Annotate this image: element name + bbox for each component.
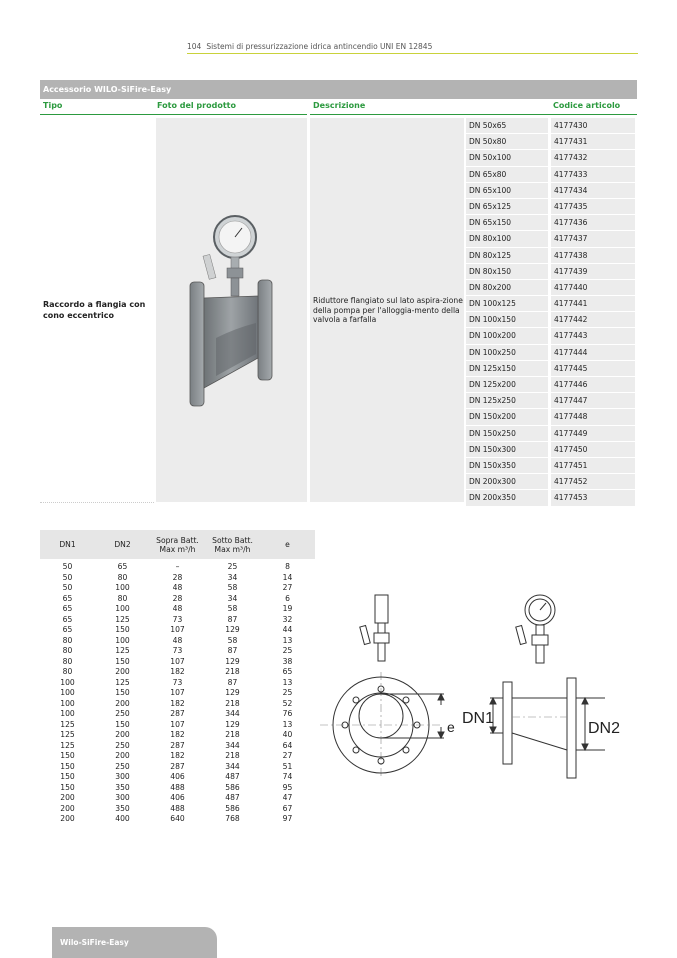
flow-dn1-cell: 125: [60, 730, 75, 739]
flow-sotto-cell: 58: [227, 604, 238, 613]
variant-row: [466, 409, 637, 425]
variant-code: 4177449: [551, 426, 635, 442]
flow-e-cell: 44: [282, 625, 293, 634]
flow-header-dn2: DN2: [114, 540, 131, 549]
flow-sotto-cell: 87: [227, 614, 238, 624]
flow-sotto-cell: 34: [227, 593, 238, 603]
variant-code: 4177452: [551, 474, 635, 490]
flow-dn1-cell: 65: [62, 625, 73, 634]
flow-dn2-cell: 80: [117, 572, 128, 582]
flange-front-view: [320, 672, 444, 778]
variant-code: 4177434: [551, 183, 635, 199]
flow-table-row: [40, 741, 315, 752]
flow-dn1-cell: 125: [60, 740, 75, 750]
flow-sotto-cell: 87: [227, 646, 238, 655]
flow-table-row: [40, 594, 315, 605]
flow-e-cell: 19: [282, 604, 293, 613]
variant-dn: DN 80x150: [466, 264, 548, 280]
variant-code: 4177447: [551, 393, 635, 409]
flow-e-cell: 95: [282, 782, 293, 792]
variant-row: [466, 345, 637, 361]
flow-dn2-cell: 150: [115, 625, 130, 634]
variant-dn: DN 125x200: [466, 377, 548, 393]
flow-sopra-cell: 488: [170, 803, 185, 813]
column-header-descrizione: Descrizione: [310, 101, 550, 115]
label-e: e: [447, 719, 455, 735]
flow-header-sotto-unit: Max m³/h: [214, 544, 251, 554]
header-title: Sistemi di pressurizzazione idrica antincendio UNI EN 12845: [206, 42, 433, 51]
flow-e-cell: 25: [282, 688, 293, 697]
flow-table-row: [40, 615, 315, 626]
variant-dn: DN 100x125: [466, 296, 548, 312]
gauge-icon: [516, 595, 555, 663]
flow-sopra-cell: 640: [170, 814, 185, 823]
flow-dn2-cell: 250: [115, 709, 130, 718]
variant-code: 4177433: [551, 167, 635, 183]
flow-table-row: [40, 793, 315, 804]
flow-e-cell: 40: [282, 730, 293, 739]
flow-sotto-cell: 344: [225, 709, 240, 718]
flow-sopra-cell: 107: [170, 625, 185, 634]
flow-sopra-cell: 488: [170, 782, 185, 792]
variant-dn: DN 65x150: [466, 215, 548, 231]
variant-dn: DN 80x200: [466, 280, 548, 296]
flow-table-row: [40, 772, 315, 783]
column-header-tipo: Tipo: [40, 101, 154, 115]
flow-sopra-cell: 48: [172, 604, 183, 613]
variant-row: [466, 426, 637, 442]
product-type: Raccordo a flangia con cono eccentrico: [43, 300, 146, 320]
eccentric-reducer-illustration: [156, 118, 307, 502]
flow-dn2-cell: 80: [117, 593, 128, 603]
flow-dn1-cell: 50: [62, 572, 73, 582]
flow-dn2-cell: 100: [115, 635, 130, 645]
flow-sopra-cell: 73: [172, 646, 183, 655]
flow-dn1-cell: 100: [60, 709, 75, 718]
variant-dn: DN 100x200: [466, 328, 548, 344]
flow-dn2-cell: 200: [115, 698, 130, 708]
flow-dn2-cell: 150: [115, 719, 130, 729]
flow-table-row: [40, 814, 315, 825]
variant-row: [466, 490, 637, 506]
variant-code: 4177432: [551, 150, 635, 166]
flow-sopra-cell: 107: [170, 688, 185, 697]
flow-header-sotto: [205, 530, 260, 559]
flow-table-row: [40, 625, 315, 636]
flow-dn1-cell: 80: [62, 646, 73, 655]
flow-sotto-cell: 586: [225, 782, 240, 792]
flow-e-cell: 38: [282, 656, 293, 666]
flow-e-cell: 32: [282, 614, 293, 624]
variant-dn: DN 65x80: [466, 167, 548, 183]
variant-row: [466, 442, 637, 458]
flow-dn2-cell: 200: [115, 751, 130, 760]
variant-code: 4177430: [551, 118, 635, 134]
flow-dn2-cell: 350: [115, 803, 130, 813]
flow-e-cell: 27: [282, 751, 293, 760]
variant-code: 4177453: [551, 490, 635, 506]
variant-code: 4177445: [551, 361, 635, 377]
flow-sotto-cell: 218: [225, 698, 240, 708]
flow-table-row: [40, 583, 315, 594]
flow-dn1-cell: 50: [62, 583, 73, 592]
flow-sotto-cell: 129: [225, 625, 240, 634]
flow-e-cell: 13: [282, 635, 293, 645]
variant-row: [466, 167, 637, 183]
flow-dn2-cell: 300: [115, 793, 130, 802]
flow-e-cell: 64: [282, 740, 293, 750]
flow-sopra-cell: 406: [170, 772, 185, 781]
flow-dn1-cell: 50: [62, 562, 73, 571]
product-description: Riduttore flangiato sul lato aspira-zione della pompa per l'alloggia-mento della valvola a farfalla: [313, 296, 463, 324]
flow-table-row: [40, 573, 315, 584]
flow-header-dn1: DN1: [59, 540, 76, 549]
flow-sotto-cell: 487: [225, 793, 240, 802]
flow-dn2-cell: 150: [115, 688, 130, 697]
flow-sotto-cell: 768: [225, 814, 240, 823]
flow-dn2-cell: 400: [115, 814, 130, 823]
flow-e-cell: 76: [282, 709, 293, 718]
flow-dn2-cell: 300: [115, 772, 130, 781]
variant-row: [466, 474, 637, 490]
variant-row: [466, 199, 637, 215]
flow-table-row: [40, 751, 315, 762]
flow-dn2-cell: 200: [115, 667, 130, 676]
variant-code: 4177440: [551, 280, 635, 296]
variant-row: [466, 312, 637, 328]
flow-dn2-cell: 100: [115, 583, 130, 592]
flow-sotto-cell: 25: [227, 562, 238, 571]
flow-table-body: [40, 562, 315, 825]
flow-sopra-cell: 28: [172, 572, 183, 582]
flow-e-cell: 25: [282, 646, 293, 655]
variant-dn: DN 50x65: [466, 118, 548, 134]
flow-dn1-cell: 150: [60, 761, 75, 771]
label-dn2: DN2: [588, 720, 620, 737]
flow-dn1-cell: 200: [60, 814, 75, 823]
variant-row: [466, 393, 637, 409]
flow-e-cell: 74: [282, 772, 293, 781]
flow-dn1-cell: 125: [60, 719, 75, 729]
variant-row: [466, 458, 637, 474]
running-header: [187, 42, 638, 54]
variant-row: [466, 231, 637, 247]
flow-sopra-cell: 287: [170, 709, 185, 718]
variant-row: [466, 280, 637, 296]
flow-sotto-cell: 487: [225, 772, 240, 781]
variant-code: 4177446: [551, 377, 635, 393]
variant-code: 4177444: [551, 345, 635, 361]
flow-sopra-cell: 287: [170, 740, 185, 750]
flow-sopra-cell: 182: [170, 751, 185, 760]
variant-dn: DN 50x100: [466, 150, 548, 166]
flow-dn2-cell: 150: [115, 656, 130, 666]
flow-dn2-cell: 250: [115, 740, 130, 750]
variant-row: [466, 361, 637, 377]
variant-code: 4177439: [551, 264, 635, 280]
flow-sopra-cell: 287: [170, 761, 185, 771]
flow-sotto-cell: 344: [225, 761, 240, 771]
flow-e-cell: 67: [282, 803, 293, 813]
flow-table-row: [40, 657, 315, 668]
variant-code: 4177442: [551, 312, 635, 328]
flow-dn2-cell: 250: [115, 761, 130, 771]
flow-sopra-cell: –: [175, 562, 180, 571]
flow-sopra-cell: 48: [172, 583, 183, 592]
variant-dn: DN 65x125: [466, 199, 548, 215]
flow-header-sotto-label: Sotto Batt.: [212, 535, 253, 545]
flow-dn1-cell: 80: [62, 667, 73, 676]
flow-dn1-cell: 150: [60, 751, 75, 760]
variant-code: 4177448: [551, 409, 635, 425]
flow-dn1-cell: 200: [60, 803, 75, 813]
column-header-foto: Foto del prodotto: [154, 101, 307, 115]
variant-dn: DN 125x150: [466, 361, 548, 377]
variant-row: [466, 248, 637, 264]
variants-list: [466, 118, 637, 507]
gauge-side-icon: [360, 595, 389, 661]
product-photo: [156, 118, 307, 502]
flow-table-row: [40, 678, 315, 689]
flow-e-cell: 97: [282, 814, 293, 823]
variant-row: [466, 150, 637, 166]
variant-code: 4177435: [551, 199, 635, 215]
flow-sopra-cell: 73: [172, 614, 183, 624]
flow-table-row: [40, 804, 315, 815]
variant-code: 4177438: [551, 248, 635, 264]
flow-table-row: [40, 562, 315, 573]
flow-dn1-cell: 100: [60, 688, 75, 697]
flow-dn2-cell: 65: [117, 562, 128, 571]
flow-dn2-cell: 125: [115, 614, 130, 624]
flow-dn1-cell: 65: [62, 614, 73, 624]
flow-sotto-cell: 586: [225, 803, 240, 813]
flow-sotto-cell: 218: [225, 667, 240, 676]
dimension-drawing: [320, 590, 620, 790]
variant-dn: DN 150x200: [466, 409, 548, 425]
flow-dn2-cell: 100: [115, 604, 130, 613]
flow-dn1-cell: 65: [62, 604, 73, 613]
flow-dn2-cell: 350: [115, 782, 130, 792]
flow-sotto-cell: 218: [225, 751, 240, 760]
flow-sopra-cell: 406: [170, 793, 185, 802]
flow-sopra-cell: 182: [170, 730, 185, 739]
flow-header-e: e: [285, 540, 290, 549]
flow-table-row: [40, 730, 315, 741]
variant-row: [466, 296, 637, 312]
flow-sopra-cell: 73: [172, 677, 183, 687]
variant-row: [466, 134, 637, 150]
flow-dn1-cell: 65: [62, 593, 73, 603]
flow-sotto-cell: 87: [227, 677, 238, 687]
flow-table-row: [40, 709, 315, 720]
variant-row: [466, 183, 637, 199]
flow-table-row: [40, 688, 315, 699]
variant-code: 4177443: [551, 328, 635, 344]
variant-dn: DN 150x350: [466, 458, 548, 474]
variant-code: 4177437: [551, 231, 635, 247]
flow-sotto-cell: 129: [225, 656, 240, 666]
flow-sotto-cell: 129: [225, 719, 240, 729]
flow-sopra-cell: 107: [170, 656, 185, 666]
variant-row: [466, 118, 637, 134]
variant-dn: DN 80x100: [466, 231, 548, 247]
flow-e-cell: 8: [285, 562, 290, 571]
variant-dn: DN 200x300: [466, 474, 548, 490]
flow-e-cell: 14: [282, 572, 293, 582]
column-header-codice: Codice articolo: [550, 101, 637, 115]
flow-sopra-cell: 107: [170, 719, 185, 729]
flow-e-cell: 65: [282, 667, 293, 676]
variant-row: [466, 328, 637, 344]
flow-dn2-cell: 125: [115, 677, 130, 687]
flow-dn1-cell: 100: [60, 677, 75, 687]
flow-dn2-cell: 200: [115, 730, 130, 739]
variant-dn: DN 150x300: [466, 442, 548, 458]
variant-dn: DN 65x100: [466, 183, 548, 199]
flow-dn1-cell: 100: [60, 698, 75, 708]
variant-code: 4177436: [551, 215, 635, 231]
variant-dn: DN 80x125: [466, 248, 548, 264]
variant-dn: DN 100x150: [466, 312, 548, 328]
variant-dn: DN 125x250: [466, 393, 548, 409]
flow-header-sopra-label: Sopra Batt.: [156, 535, 199, 545]
flow-table-row: [40, 604, 315, 615]
flow-e-cell: 51: [282, 761, 293, 771]
flow-table-row: [40, 783, 315, 794]
flow-e-cell: 52: [282, 698, 293, 708]
flow-header-sopra: [150, 530, 205, 559]
flow-dn1-cell: 150: [60, 782, 75, 792]
variant-dn: DN 200x350: [466, 490, 548, 506]
flow-header-sopra-unit: Max m³/h: [159, 544, 196, 554]
flow-table-row: [40, 636, 315, 647]
variant-row: [466, 377, 637, 393]
section-title: Accessorio WILO-SiFire-Easy: [40, 80, 637, 99]
flow-dn1-cell: 80: [62, 656, 73, 666]
variant-dn: DN 50x80: [466, 134, 548, 150]
flow-e-cell: 6: [285, 593, 290, 603]
flow-sotto-cell: 218: [225, 730, 240, 739]
flow-table-row: [40, 667, 315, 678]
flow-table-row: [40, 646, 315, 657]
flow-sotto-cell: 58: [227, 635, 238, 645]
flow-e-cell: 27: [282, 583, 293, 592]
flow-dn2-cell: 125: [115, 646, 130, 655]
flow-sopra-cell: 48: [172, 635, 183, 645]
flow-dn1-cell: 200: [60, 793, 75, 802]
variant-code: 4177431: [551, 134, 635, 150]
label-dn1: DN1: [462, 710, 495, 727]
page-number: 104: [187, 42, 202, 51]
flow-sotto-cell: 58: [227, 583, 238, 592]
variant-code: 4177450: [551, 442, 635, 458]
flow-sotto-cell: 344: [225, 740, 240, 750]
flow-dn1-cell: 150: [60, 772, 75, 781]
flow-table-row: [40, 699, 315, 710]
variant-row: [466, 215, 637, 231]
flow-e-cell: 13: [282, 719, 293, 729]
footer-tab: Wilo-SiFire-Easy: [52, 927, 217, 958]
variant-code: 4177451: [551, 458, 635, 474]
flow-sopra-cell: 182: [170, 667, 185, 676]
variant-dn: DN 100x250: [466, 345, 548, 361]
flow-sotto-cell: 34: [227, 572, 238, 582]
flow-e-cell: 47: [282, 793, 293, 802]
flow-dn1-cell: 80: [62, 635, 73, 645]
flow-sopra-cell: 182: [170, 698, 185, 708]
flow-e-cell: 13: [282, 677, 293, 687]
flow-table-row: [40, 720, 315, 731]
flow-sopra-cell: 28: [172, 593, 183, 603]
flow-table-row: [40, 762, 315, 773]
variant-dn: DN 150x250: [466, 426, 548, 442]
flow-sotto-cell: 129: [225, 688, 240, 697]
variant-row: [466, 264, 637, 280]
variant-code: 4177441: [551, 296, 635, 312]
